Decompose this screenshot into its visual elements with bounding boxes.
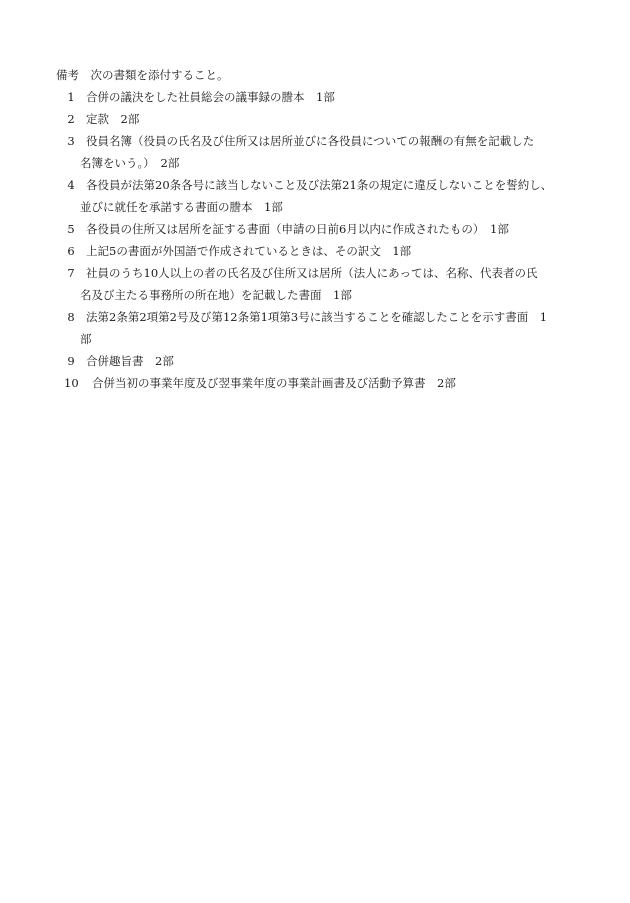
list-item-7 [0,262,630,306]
item-text: 法第2条第2項第2号及び第12条第1項第3号に該当することを確認したことを示す書面 1 [86,310,548,324]
item-number: 1 [67,90,75,104]
item-text: 合併当初の事業年度及び翌事業年度の事業計画書及び活動予算書 2部 [92,376,456,390]
item-text: 定款 2部 [86,112,140,126]
list-item-1 [0,86,630,108]
list-item-3 [0,130,630,174]
item-number: 8 [67,310,75,324]
item-text: 合併の議決をした社員総会の議事録の謄本 1部 [86,90,335,104]
item-text: 役員名簿（役員の氏名及び住所又は居所並びに各役員についての報酬の有無を記載した [86,134,535,148]
item-text-continuation: 名簿をいう。） 2部 [80,156,180,170]
document-heading: 備考 次の書類を添付すること。 [56,68,229,82]
item-number: 2 [67,112,75,126]
list-item-10 [0,372,630,394]
item-number: 9 [67,354,75,368]
list-item-6 [0,240,630,262]
list-item-8 [0,306,630,350]
item-number: 3 [67,134,75,148]
list-item-4 [0,174,630,218]
item-text: 各役員の住所又は居所を証する書面（申請の日前6月以内に作成されたもの） 1部 [86,222,509,236]
item-number: 4 [67,178,75,192]
list-item-2 [0,108,630,130]
attachment-list [0,86,630,394]
item-text-continuation: 並びに就任を承諾する書面の謄本 1部 [80,200,283,214]
item-text-continuation: 部 [80,332,92,346]
item-number: 6 [67,244,75,258]
item-number: 10 [64,376,79,390]
item-text: 上記5の書面が外国語で作成されているときは、その訳文 1部 [86,244,412,258]
list-item-5 [0,218,630,240]
item-text: 各役員が法第20条各号に該当しないこと及び法第21条の規定に違反しないことを誓約し、 [86,178,553,192]
item-number: 5 [67,222,75,236]
item-number: 7 [67,266,75,280]
item-text-continuation: 名及び主たる事務所の所在地）を記載した書面 1部 [80,288,352,302]
item-text: 合併趣旨書 2部 [86,354,174,368]
list-item-9 [0,350,630,372]
item-text: 社員のうち10人以上の者の氏名及び住所又は居所（法人にあっては、名称、代表者の氏 [86,266,538,280]
